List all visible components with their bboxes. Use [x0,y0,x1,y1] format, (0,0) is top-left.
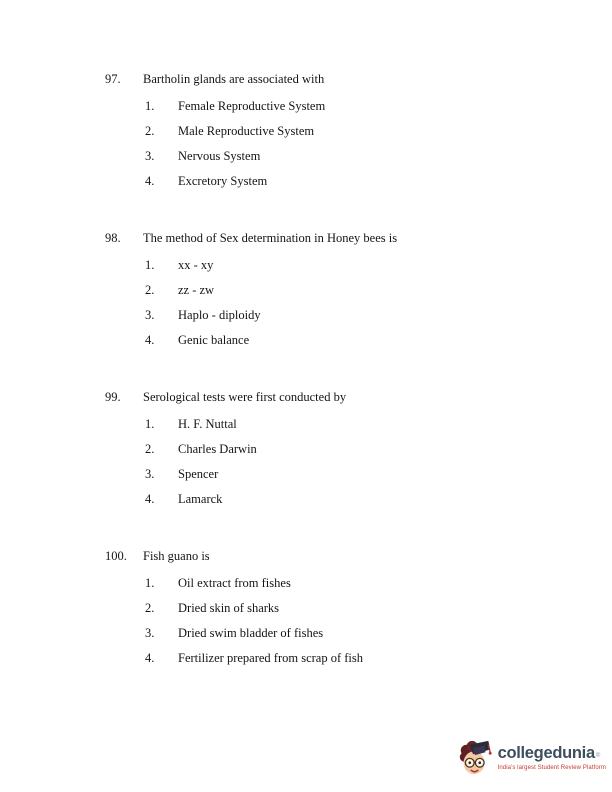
question-number: 97. [105,72,121,86]
question-text: Bartholin glands are associated with [143,72,325,86]
option-text: Dried skin of sharks [178,601,280,615]
brand-tagline: India's largest Student Review Platform [497,765,606,771]
option-number: 1. [145,417,155,431]
option-number: 3. [145,149,155,163]
option-text: Spencer [178,467,219,481]
option-row [105,149,545,163]
option-number: 2. [145,124,155,138]
option-number: 1. [145,258,155,272]
option-number: 4. [145,333,155,347]
collegedunia-logo [456,736,606,780]
option-text: H. F. Nuttal [178,417,237,431]
option-number: 2. [145,442,155,456]
option-text: Haplo - diploidy [178,308,261,322]
brand-name: collegedunia [497,744,595,762]
registered-mark: ® [595,753,601,759]
option-row [105,417,545,431]
question-block-98 [105,231,545,347]
option-row [105,626,545,640]
option-number: 4. [145,174,155,188]
option-row [105,333,545,347]
option-number: 4. [145,651,155,665]
question-number: 98. [105,231,121,245]
logo-text-block [498,744,606,772]
option-number: 4. [145,492,155,506]
option-text: Dried swim bladder of fishes [178,626,324,640]
option-number: 1. [145,99,155,113]
option-row [105,442,545,456]
option-text: xx - xy [178,258,214,272]
option-text: Genic balance [178,333,250,347]
mascot-icon [456,736,494,780]
option-row [105,651,545,665]
option-row [105,492,545,506]
option-number: 3. [145,308,155,322]
option-row [105,576,545,590]
option-text: Charles Darwin [178,442,257,456]
option-number: 3. [145,626,155,640]
option-row [105,283,545,297]
question-block-100 [105,549,545,665]
question-block-99 [105,390,545,506]
option-number: 2. [145,601,155,615]
option-row [105,124,545,138]
option-text: Nervous System [178,149,261,163]
option-row [105,308,545,322]
option-text: zz - zw [178,283,215,297]
question-number: 99. [105,390,121,404]
question-text: Fish guano is [143,549,210,563]
option-row [105,467,545,481]
question-text: Serological tests were first conducted by [143,390,347,404]
questions-area [105,72,545,665]
question-text: The method of Sex determination in Honey bees is [143,231,398,245]
option-row [105,601,545,615]
option-number: 1. [145,576,155,590]
option-text: Oil extract from fishes [178,576,291,590]
option-text: Fertilizer prepared from scrap of fish [178,651,363,665]
option-row [105,99,545,113]
option-number: 3. [145,467,155,481]
option-text: Lamarck [178,492,223,506]
option-row [105,258,545,272]
option-text: Excretory System [178,174,268,188]
option-number: 2. [145,283,155,297]
option-row [105,174,545,188]
option-text: Female Reproductive System [178,99,326,113]
option-text: Male Reproductive System [178,124,315,138]
question-block-97 [105,72,545,188]
question-number: 100. [105,549,127,563]
